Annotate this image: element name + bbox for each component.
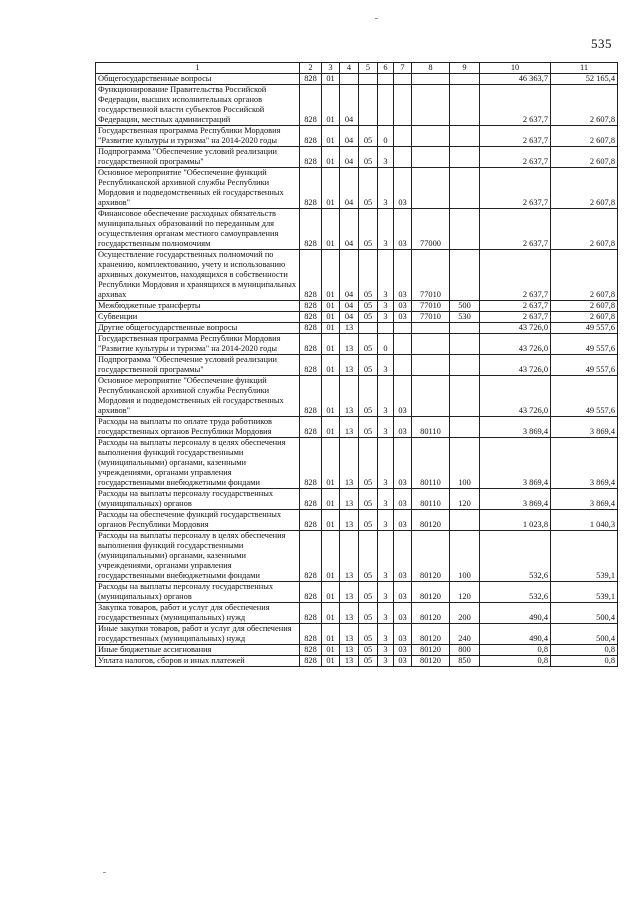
code-section: 01 xyxy=(322,376,340,417)
code-subsection: 13 xyxy=(340,376,359,417)
code-expense-type xyxy=(450,376,480,417)
amount-year-2: 0,8 xyxy=(551,645,618,656)
code-direction: 80110 xyxy=(412,438,450,489)
code-expense-type xyxy=(450,74,480,85)
code-activity: 03 xyxy=(394,301,412,312)
code-ministry: 828 xyxy=(300,603,322,624)
table-row xyxy=(96,531,618,582)
column-header-2: 2 xyxy=(300,63,322,74)
amount-year-2: 539,1 xyxy=(551,531,618,582)
table-row xyxy=(96,168,618,209)
code-activity: 03 xyxy=(394,489,412,510)
code-expense-type: 120 xyxy=(450,582,480,603)
code-section: 01 xyxy=(322,301,340,312)
amount-year-1: 1 023,8 xyxy=(480,510,551,531)
code-expense-type: 850 xyxy=(450,656,480,667)
code-program: 05 xyxy=(359,510,378,531)
code-expense-type xyxy=(450,510,480,531)
code-expense-type: 120 xyxy=(450,489,480,510)
code-subsection: 04 xyxy=(340,301,359,312)
code-activity: 03 xyxy=(394,624,412,645)
code-direction: 80120 xyxy=(412,603,450,624)
row-name: Расходы на обеспечение функций государственных органов Республики Мордовия xyxy=(96,510,300,531)
table-row xyxy=(96,417,618,438)
code-program: 05 xyxy=(359,645,378,656)
code-expense-type: 500 xyxy=(450,301,480,312)
code-subsection: 13 xyxy=(340,531,359,582)
code-subprogram xyxy=(378,323,394,334)
code-section: 01 xyxy=(322,168,340,209)
code-section: 01 xyxy=(322,209,340,250)
code-subprogram: 3 xyxy=(378,168,394,209)
column-header-11: 11 xyxy=(551,63,618,74)
code-ministry: 828 xyxy=(300,376,322,417)
row-name: Основное мероприятие "Обеспечение функций Республиканской архивной службы Республики Мордовия и подведомственных ей государственных архивов" xyxy=(96,376,300,417)
code-subsection: 13 xyxy=(340,656,359,667)
code-expense-type xyxy=(450,147,480,168)
row-name: Общегосударственные вопросы xyxy=(96,74,300,85)
code-subprogram xyxy=(378,74,394,85)
code-section: 01 xyxy=(322,489,340,510)
code-subprogram: 3 xyxy=(378,510,394,531)
code-activity: 03 xyxy=(394,312,412,323)
amount-year-2: 2 607,8 xyxy=(551,147,618,168)
column-header-10: 10 xyxy=(480,63,551,74)
code-subsection: 04 xyxy=(340,209,359,250)
code-subprogram: 3 xyxy=(378,312,394,323)
code-direction xyxy=(412,126,450,147)
code-section: 01 xyxy=(322,645,340,656)
code-expense-type xyxy=(450,355,480,376)
amount-year-1: 2 637,7 xyxy=(480,147,551,168)
code-ministry: 828 xyxy=(300,438,322,489)
code-activity: 03 xyxy=(394,209,412,250)
code-program: 05 xyxy=(359,603,378,624)
amount-year-1: 0,8 xyxy=(480,656,551,667)
code-program: 05 xyxy=(359,168,378,209)
code-program: 05 xyxy=(359,312,378,323)
amount-year-2: 2 607,8 xyxy=(551,312,618,323)
code-direction xyxy=(412,355,450,376)
row-name: Подпрограмма "Обеспечение условий реализации государственной программы" xyxy=(96,147,300,168)
row-name: Государственная программа Республики Мордовия "Развитие культуры и туризма" на 2014-2020 годы xyxy=(96,334,300,355)
code-section: 01 xyxy=(322,323,340,334)
column-header-7: 7 xyxy=(394,63,412,74)
code-subprogram: 3 xyxy=(378,376,394,417)
code-subprogram: 3 xyxy=(378,417,394,438)
code-subprogram: 0 xyxy=(378,334,394,355)
amount-year-2: 49 557,6 xyxy=(551,355,618,376)
amount-year-2: 500,4 xyxy=(551,603,618,624)
code-direction xyxy=(412,323,450,334)
code-ministry: 828 xyxy=(300,209,322,250)
code-activity xyxy=(394,74,412,85)
code-activity: 03 xyxy=(394,376,412,417)
amount-year-1: 46 363,7 xyxy=(480,74,551,85)
code-direction xyxy=(412,74,450,85)
code-expense-type xyxy=(450,85,480,126)
code-ministry: 828 xyxy=(300,624,322,645)
code-direction xyxy=(412,376,450,417)
code-section: 01 xyxy=(322,126,340,147)
row-name: Другие общегосударственные вопросы xyxy=(96,323,300,334)
code-activity: 03 xyxy=(394,250,412,301)
code-subprogram: 3 xyxy=(378,656,394,667)
code-ministry: 828 xyxy=(300,489,322,510)
code-expense-type xyxy=(450,323,480,334)
code-direction xyxy=(412,168,450,209)
amount-year-2: 0,8 xyxy=(551,656,618,667)
code-activity xyxy=(394,355,412,376)
amount-year-1: 43 726,0 xyxy=(480,355,551,376)
code-direction: 80120 xyxy=(412,645,450,656)
code-subsection: 13 xyxy=(340,582,359,603)
row-name: Финансовое обеспечение расходных обязательств муниципальных образований по переданным для осуществления органам местного самоуправления государственным полномочиям xyxy=(96,209,300,250)
code-section: 01 xyxy=(322,624,340,645)
code-activity: 03 xyxy=(394,582,412,603)
code-activity xyxy=(394,85,412,126)
code-activity xyxy=(394,126,412,147)
code-subprogram: 3 xyxy=(378,489,394,510)
code-direction: 77000 xyxy=(412,209,450,250)
code-subsection: 13 xyxy=(340,417,359,438)
code-section: 01 xyxy=(322,312,340,323)
code-direction: 80110 xyxy=(412,417,450,438)
code-ministry: 828 xyxy=(300,126,322,147)
amount-year-2: 2 607,8 xyxy=(551,168,618,209)
code-program: 05 xyxy=(359,250,378,301)
code-subprogram: 0 xyxy=(378,126,394,147)
code-ministry: 828 xyxy=(300,323,322,334)
code-section: 01 xyxy=(322,510,340,531)
code-expense-type: 100 xyxy=(450,531,480,582)
column-header-9: 9 xyxy=(450,63,480,74)
code-section: 01 xyxy=(322,355,340,376)
table-row xyxy=(96,312,618,323)
code-subprogram: 3 xyxy=(378,250,394,301)
code-expense-type xyxy=(450,126,480,147)
amount-year-1: 3 869,4 xyxy=(480,417,551,438)
row-name: Расходы на выплаты персоналу в целях обеспечения выполнения функций государственными (муниципальными) органами, казенными учреждениями, органами управления государственными внебюджетными фондами xyxy=(96,531,300,582)
code-activity: 03 xyxy=(394,603,412,624)
code-subprogram: 3 xyxy=(378,531,394,582)
code-subsection: 13 xyxy=(340,645,359,656)
code-section: 01 xyxy=(322,417,340,438)
code-subsection: 04 xyxy=(340,85,359,126)
code-activity: 03 xyxy=(394,168,412,209)
code-program: 05 xyxy=(359,417,378,438)
code-section: 01 xyxy=(322,603,340,624)
code-section: 01 xyxy=(322,531,340,582)
column-header-3: 3 xyxy=(322,63,340,74)
code-direction: 80120 xyxy=(412,510,450,531)
amount-year-1: 43 726,0 xyxy=(480,334,551,355)
code-section: 01 xyxy=(322,74,340,85)
row-name: Государственная программа Республики Мордовия "Развитие культуры и туризма" на 2014-2020 годы xyxy=(96,126,300,147)
code-ministry: 828 xyxy=(300,250,322,301)
amount-year-1: 532,6 xyxy=(480,531,551,582)
code-activity xyxy=(394,323,412,334)
code-program: 05 xyxy=(359,334,378,355)
table-row xyxy=(96,250,618,301)
code-subsection: 13 xyxy=(340,355,359,376)
code-subprogram: 3 xyxy=(378,645,394,656)
code-expense-type: 800 xyxy=(450,645,480,656)
code-ministry: 828 xyxy=(300,417,322,438)
code-section: 01 xyxy=(322,334,340,355)
amount-year-1: 2 637,7 xyxy=(480,209,551,250)
code-direction xyxy=(412,85,450,126)
table-row xyxy=(96,438,618,489)
amount-year-2: 49 557,6 xyxy=(551,376,618,417)
page-number: 535 xyxy=(591,36,612,51)
code-expense-type xyxy=(450,250,480,301)
column-header-6: 6 xyxy=(378,63,394,74)
code-program: 05 xyxy=(359,355,378,376)
amount-year-2: 1 040,3 xyxy=(551,510,618,531)
code-subprogram: 3 xyxy=(378,624,394,645)
column-header-1: 1 xyxy=(96,63,300,74)
code-ministry: 828 xyxy=(300,510,322,531)
code-subsection: 13 xyxy=(340,438,359,489)
amount-year-2: 49 557,6 xyxy=(551,323,618,334)
amount-year-2: 2 607,8 xyxy=(551,85,618,126)
amount-year-1: 2 637,7 xyxy=(480,312,551,323)
code-activity xyxy=(394,334,412,355)
code-direction: 80120 xyxy=(412,582,450,603)
code-program: 05 xyxy=(359,624,378,645)
budget-table xyxy=(95,62,618,667)
row-name: Основное мероприятие "Обеспечение функций Республиканской архивной службы Республики Мордовия и подведомственных ей государственных архивов" xyxy=(96,168,300,209)
table-row xyxy=(96,301,618,312)
amount-year-1: 3 869,4 xyxy=(480,438,551,489)
code-subsection: 04 xyxy=(340,250,359,301)
amount-year-2: 3 869,4 xyxy=(551,489,618,510)
code-direction xyxy=(412,147,450,168)
code-activity: 03 xyxy=(394,531,412,582)
row-name: Функционирование Правительства Российской Федерации, высших исполнительных органов государственной власти субъектов Российской Федерации, местных администраций xyxy=(96,85,300,126)
code-activity: 03 xyxy=(394,417,412,438)
code-program: 05 xyxy=(359,376,378,417)
code-ministry: 828 xyxy=(300,85,322,126)
amount-year-2: 52 165,4 xyxy=(551,74,618,85)
row-name: Иные закупки товаров, работ и услуг для обеспечения государственных (муниципальных) нужд xyxy=(96,624,300,645)
code-ministry: 828 xyxy=(300,147,322,168)
amount-year-1: 2 637,7 xyxy=(480,301,551,312)
code-section: 01 xyxy=(322,85,340,126)
code-program: 05 xyxy=(359,489,378,510)
table-body xyxy=(96,74,618,667)
amount-year-1: 490,4 xyxy=(480,603,551,624)
code-subsection: 13 xyxy=(340,624,359,645)
code-program xyxy=(359,323,378,334)
table-row xyxy=(96,582,618,603)
table-row xyxy=(96,645,618,656)
amount-year-1: 2 637,7 xyxy=(480,250,551,301)
amount-year-1: 2 637,7 xyxy=(480,168,551,209)
scan-mark xyxy=(103,872,106,873)
code-program: 05 xyxy=(359,209,378,250)
code-subprogram: 3 xyxy=(378,603,394,624)
scan-mark xyxy=(375,18,378,19)
table-row xyxy=(96,355,618,376)
code-activity: 03 xyxy=(394,510,412,531)
code-subsection: 04 xyxy=(340,147,359,168)
code-program: 05 xyxy=(359,656,378,667)
code-program: 05 xyxy=(359,582,378,603)
code-subsection: 13 xyxy=(340,603,359,624)
code-subprogram: 3 xyxy=(378,147,394,168)
code-expense-type: 100 xyxy=(450,438,480,489)
amount-year-1: 2 637,7 xyxy=(480,126,551,147)
code-subsection: 04 xyxy=(340,312,359,323)
code-section: 01 xyxy=(322,656,340,667)
code-direction: 77010 xyxy=(412,250,450,301)
code-subsection xyxy=(340,74,359,85)
code-subsection: 13 xyxy=(340,323,359,334)
table-row xyxy=(96,624,618,645)
code-ministry: 828 xyxy=(300,168,322,209)
amount-year-1: 490,4 xyxy=(480,624,551,645)
code-subprogram: 3 xyxy=(378,209,394,250)
code-ministry: 828 xyxy=(300,355,322,376)
amount-year-1: 3 869,4 xyxy=(480,489,551,510)
row-name: Межбюджетные трансферты xyxy=(96,301,300,312)
amount-year-2: 539,1 xyxy=(551,582,618,603)
amount-year-2: 2 607,8 xyxy=(551,301,618,312)
code-program: 05 xyxy=(359,147,378,168)
table-row xyxy=(96,126,618,147)
table-row xyxy=(96,74,618,85)
code-direction: 80120 xyxy=(412,656,450,667)
code-activity xyxy=(394,147,412,168)
code-direction: 80110 xyxy=(412,489,450,510)
amount-year-2: 3 869,4 xyxy=(551,438,618,489)
code-ministry: 828 xyxy=(300,301,322,312)
code-direction: 80120 xyxy=(412,624,450,645)
code-expense-type: 530 xyxy=(450,312,480,323)
code-ministry: 828 xyxy=(300,645,322,656)
table-row xyxy=(96,510,618,531)
amount-year-1: 532,6 xyxy=(480,582,551,603)
code-subprogram: 3 xyxy=(378,438,394,489)
code-expense-type xyxy=(450,334,480,355)
row-name: Расходы на выплаты по оплате труда работников государственных органов Республики Мордовия xyxy=(96,417,300,438)
code-program: 05 xyxy=(359,126,378,147)
code-expense-type: 240 xyxy=(450,624,480,645)
row-name: Подпрограмма "Обеспечение условий реализации государственной программы" xyxy=(96,355,300,376)
table-row xyxy=(96,85,618,126)
code-activity: 03 xyxy=(394,438,412,489)
code-program xyxy=(359,74,378,85)
code-ministry: 828 xyxy=(300,74,322,85)
code-direction: 80120 xyxy=(412,531,450,582)
amount-year-2: 500,4 xyxy=(551,624,618,645)
code-expense-type xyxy=(450,417,480,438)
code-program xyxy=(359,85,378,126)
code-subprogram xyxy=(378,85,394,126)
code-direction: 77010 xyxy=(412,312,450,323)
amount-year-2: 2 607,8 xyxy=(551,250,618,301)
row-name: Осуществление государственных полномочий по хранению, комплектованию, учету и использованию архивных документов, находящихся в собственности Республики Мордовия и хранящихся в муниципальных архивах xyxy=(96,250,300,301)
code-expense-type xyxy=(450,209,480,250)
amount-year-1: 2 637,7 xyxy=(480,85,551,126)
code-ministry: 828 xyxy=(300,312,322,323)
amount-year-1: 43 726,0 xyxy=(480,323,551,334)
code-activity: 03 xyxy=(394,645,412,656)
code-subsection: 13 xyxy=(340,510,359,531)
table-row xyxy=(96,603,618,624)
row-name: Субвенции xyxy=(96,312,300,323)
code-subprogram: 3 xyxy=(378,582,394,603)
column-header-5: 5 xyxy=(359,63,378,74)
row-name: Закупка товаров, работ и услуг для обеспечения государственных (муниципальных) нужд xyxy=(96,603,300,624)
table-row xyxy=(96,489,618,510)
amount-year-1: 43 726,0 xyxy=(480,376,551,417)
code-ministry: 828 xyxy=(300,582,322,603)
row-name: Иные бюджетные ассигнования xyxy=(96,645,300,656)
code-activity: 03 xyxy=(394,656,412,667)
amount-year-2: 3 869,4 xyxy=(551,417,618,438)
code-program: 05 xyxy=(359,531,378,582)
column-header-8: 8 xyxy=(412,63,450,74)
code-expense-type xyxy=(450,168,480,209)
amount-year-2: 2 607,8 xyxy=(551,209,618,250)
code-subprogram: 3 xyxy=(378,301,394,312)
code-direction xyxy=(412,334,450,355)
code-section: 01 xyxy=(322,582,340,603)
code-program: 05 xyxy=(359,301,378,312)
table-row xyxy=(96,147,618,168)
code-expense-type: 200 xyxy=(450,603,480,624)
table-row xyxy=(96,323,618,334)
code-section: 01 xyxy=(322,250,340,301)
code-subsection: 13 xyxy=(340,489,359,510)
code-section: 01 xyxy=(322,438,340,489)
table-row xyxy=(96,334,618,355)
code-ministry: 828 xyxy=(300,656,322,667)
code-subsection: 04 xyxy=(340,126,359,147)
code-subsection: 04 xyxy=(340,168,359,209)
code-subsection: 13 xyxy=(340,334,359,355)
row-name: Уплата налогов, сборов и иных платежей xyxy=(96,656,300,667)
amount-year-2: 49 557,6 xyxy=(551,334,618,355)
table-row xyxy=(96,209,618,250)
code-direction: 77010 xyxy=(412,301,450,312)
row-name: Расходы на выплаты персоналу в целях обеспечения выполнения функций государственными (муниципальными) органами, казенными учреждениями, органами управления государственными внебюджетными фондами xyxy=(96,438,300,489)
table-row xyxy=(96,656,618,667)
table-header xyxy=(96,63,618,74)
code-section: 01 xyxy=(322,147,340,168)
code-subprogram: 3 xyxy=(378,355,394,376)
code-ministry: 828 xyxy=(300,334,322,355)
code-ministry: 828 xyxy=(300,531,322,582)
row-name: Расходы на выплаты персоналу государственных (муниципальных) органов xyxy=(96,489,300,510)
header-row xyxy=(96,63,618,74)
code-program: 05 xyxy=(359,438,378,489)
column-header-4: 4 xyxy=(340,63,359,74)
table-row xyxy=(96,376,618,417)
amount-year-2: 2 607,8 xyxy=(551,126,618,147)
amount-year-1: 0,8 xyxy=(480,645,551,656)
row-name: Расходы на выплаты персоналу государственных (муниципальных) органов xyxy=(96,582,300,603)
